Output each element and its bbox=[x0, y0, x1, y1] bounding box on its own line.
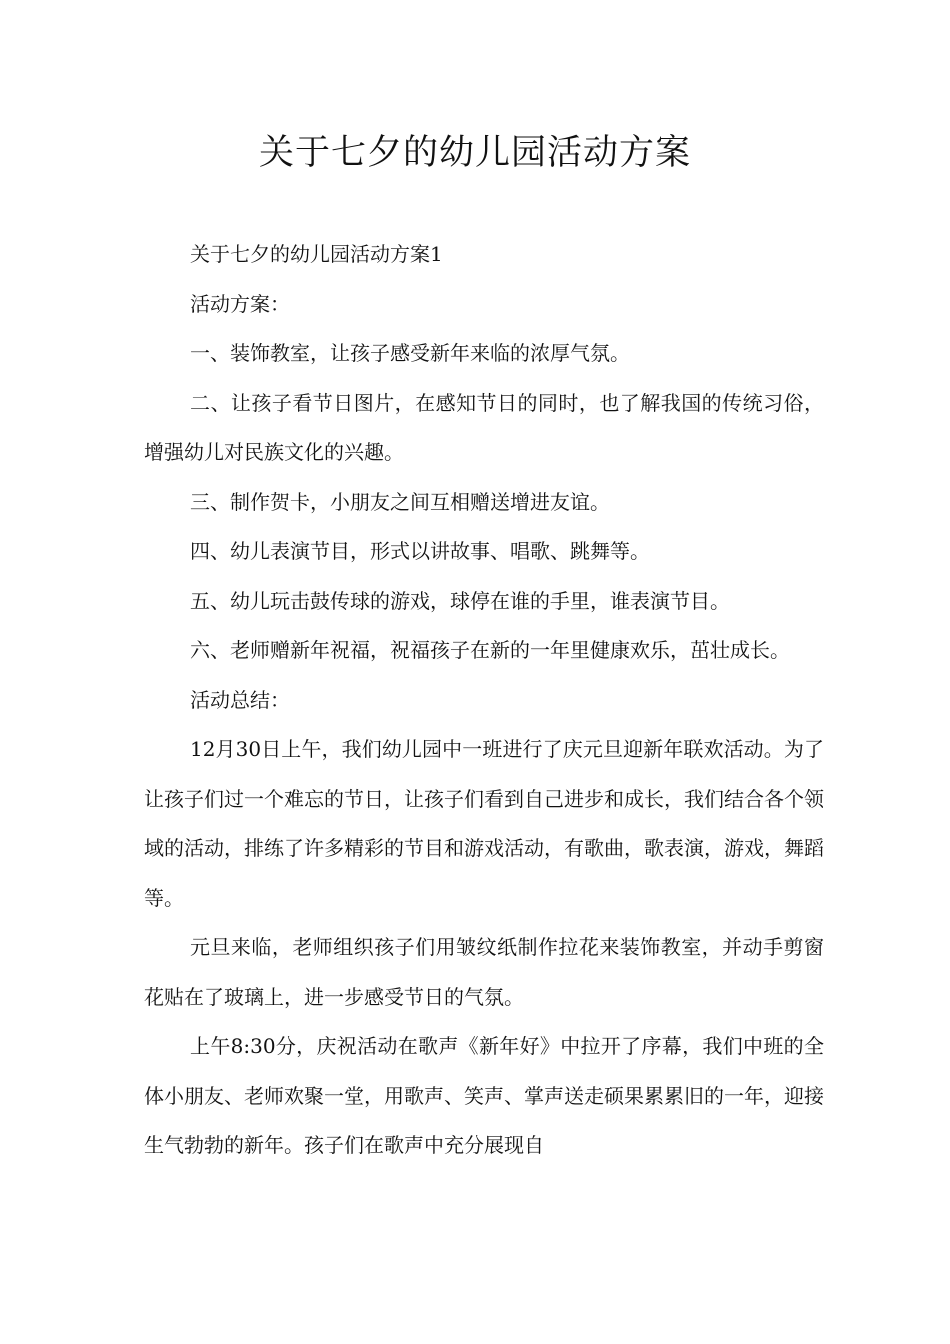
document-body bbox=[144, 230, 824, 1171]
summary-paragraph: 元旦来临，老师组织孩子们用皱纹纸制作拉花来装饰教室，并动手剪窗花贴在了玻璃上，进一步感受节日的气氛。 bbox=[144, 935, 824, 1009]
plan-item: 五、幼儿玩击鼓传球的游戏，球停在谁的手里，谁表演节目。 bbox=[190, 588, 730, 613]
subheading-plan: 活动方案： bbox=[190, 291, 290, 316]
plan-item: 二、让孩子看节日图片，在感知节日的同时，也了解我国的传统习俗，增强幼儿对民族文化的兴趣。 bbox=[144, 390, 824, 464]
plan-item: 四、幼儿表演节目，形式以讲故事、唱歌、跳舞等。 bbox=[190, 539, 650, 563]
document-title: 关于七夕的幼儿园活动方案 bbox=[258, 133, 691, 173]
section-heading: 关于七夕的幼儿园活动方案1 bbox=[190, 242, 443, 266]
plan-item: 一、装饰教室，让孩子感受新年来临的浓厚气氛。 bbox=[190, 341, 630, 365]
summary-paragraph: 12月30日上午，我们幼儿园中一班进行了庆元旦迎新年联欢活动。为了让孩子们过一个难忘的节日，让孩子们看到自己进步和成长，我们结合各个领域的活动，排练了许多精彩的节目和游戏活动，有歌曲，歌表演，游戏，舞蹈等。 bbox=[144, 737, 824, 910]
plan-item: 六、老师赠新年祝福，祝福孩子在新的一年里健康欢乐，茁壮成长。 bbox=[190, 638, 790, 662]
plan-item: 三、制作贺卡，小朋友之间互相赠送增进友谊。 bbox=[190, 489, 610, 514]
subheading-summary: 活动总结： bbox=[190, 687, 290, 712]
summary-paragraph: 上午8:30分，庆祝活动在歌声《新年好》中拉开了序幕，我们中班的全体小朋友、老师欢聚一堂，用歌声、笑声、掌声送走硕果累累旧的一年，迎接生气勃勃的新年。孩子们在歌声中充分展现自 bbox=[144, 1034, 824, 1157]
